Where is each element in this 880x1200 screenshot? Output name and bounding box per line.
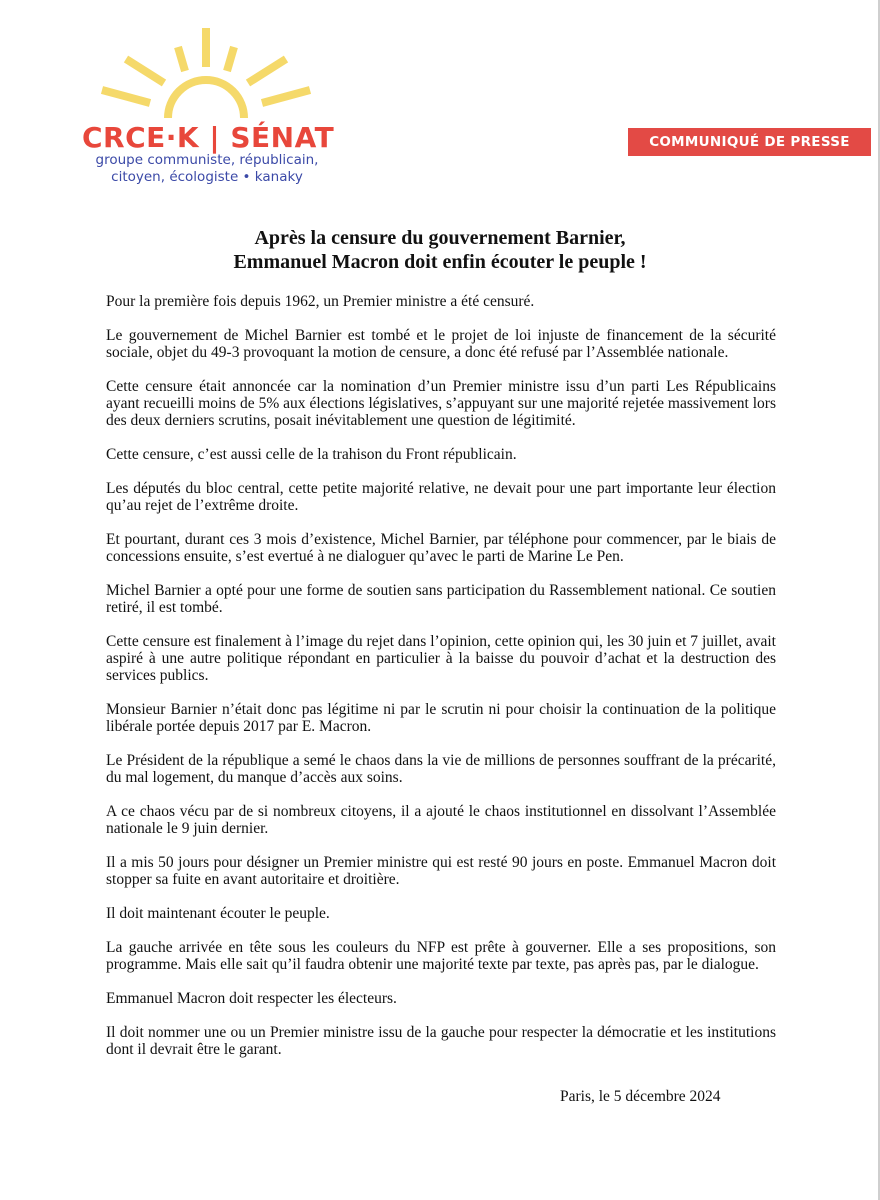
body-paragraph: Le gouvernement de Michel Barnier est tombé et le projet de loi injuste de financement de la sécurité sociale, objet du 49-3 provoquant la motion de censure, a donc été refusé par l’Assemblée nationale. — [106, 326, 776, 361]
body-paragraph: Cette censure était annoncée car la nomination d’un Premier ministre issu d’un parti Les Républicains ayant recueilli moins de 5% aux élections législatives, s’appuyant sur une majorité rejetée massivement lors des deux derniers scrutins, posait inévitablement une question de légitimité. — [106, 377, 776, 430]
body-paragraph: Cette censure est finalement à l’image du rejet dans l’opinion, cette opinion qui, les 30 juin et 7 juillet, avait aspiré à une autre politique répondant en particulier à la baisse du pouvoir d’achat et la destruction des services publics. — [106, 632, 776, 685]
press-release-badge: COMMUNIQUÉ DE PRESSE — [628, 128, 871, 156]
document-title — [100, 226, 780, 274]
body-paragraph: A ce chaos vécu par de si nombreux citoyens, il a ajouté le chaos institutionnel en dissolvant l’Assemblée nationale le 9 juin dernier. — [106, 803, 776, 838]
body-paragraph: Cette censure, c’est aussi celle de la trahison du Front républicain. — [106, 446, 517, 463]
logo-name: CRCE·K | SÉNAT — [82, 121, 335, 154]
body-paragraph: Pour la première fois depuis 1962, un Premier ministre a été censuré. — [106, 293, 535, 310]
title-line-1: Après la censure du gouvernement Barnier, — [254, 227, 626, 249]
body-paragraph: Il doit nommer une ou un Premier ministre issu de la gauche pour respecter la démocratie et les institutions dont il devrait être le garant. — [106, 1023, 776, 1058]
body-paragraph: Michel Barnier a opté pour une forme de soutien sans participation du Rassemblement national. Ce soutien retiré, il est tombé. — [106, 581, 776, 616]
body-paragraph: Et pourtant, durant ces 3 mois d’existence, Michel Barnier, par téléphone pour commencer, par le biais de concessions ensuite, s’est evertué à ne dialoguer qu’avec le parti de Marine Le Pen. — [106, 530, 776, 565]
body-paragraph: La gauche arrivée en tête sous les couleurs du NFP est prête à gouverner. Elle a ses propositions, son programme. Mais elle sait qu’il faudra obtenir une majorité texte par texte, pas après pas, par le dialogue. — [106, 938, 776, 973]
document-body — [106, 293, 776, 1075]
logo-subtitle-line2: citoyen, écologiste • kanaky — [111, 169, 303, 185]
title-line-2: Emmanuel Macron doit enfin écouter le peuple ! — [233, 251, 647, 273]
sun-logo-icon — [80, 25, 330, 125]
signature-date: Paris, le 5 décembre 2024 — [560, 1088, 721, 1105]
body-paragraph: Il doit maintenant écouter le peuple. — [106, 905, 330, 922]
body-paragraph: Il a mis 50 jours pour désigner un Premier ministre qui est resté 90 jours en poste. Emmanuel Macron doit stopper sa fuite en avant autoritaire et droitière. — [106, 854, 776, 889]
body-paragraph: Le Président de la république a semé le chaos dans la vie de millions de personnes souffrant de la précarité, du mal logement, du manque d’accès aux soins. — [106, 752, 776, 787]
logo-subtitle-line1: groupe communiste, républicain, — [95, 152, 319, 168]
body-paragraph: Les députés du bloc central, cette petite majorité relative, ne devait pour une part importante leur élection qu’au rejet de l’extrême droite. — [106, 479, 776, 514]
body-paragraph: Monsieur Barnier n’était donc pas légitime ni par le scrutin ni pour choisir la continuation de la politique libérale portée depuis 2017 par E. Macron. — [106, 701, 776, 736]
crce-k-logo — [80, 25, 335, 185]
body-paragraph: Emmanuel Macron doit respecter les électeurs. — [106, 989, 397, 1007]
